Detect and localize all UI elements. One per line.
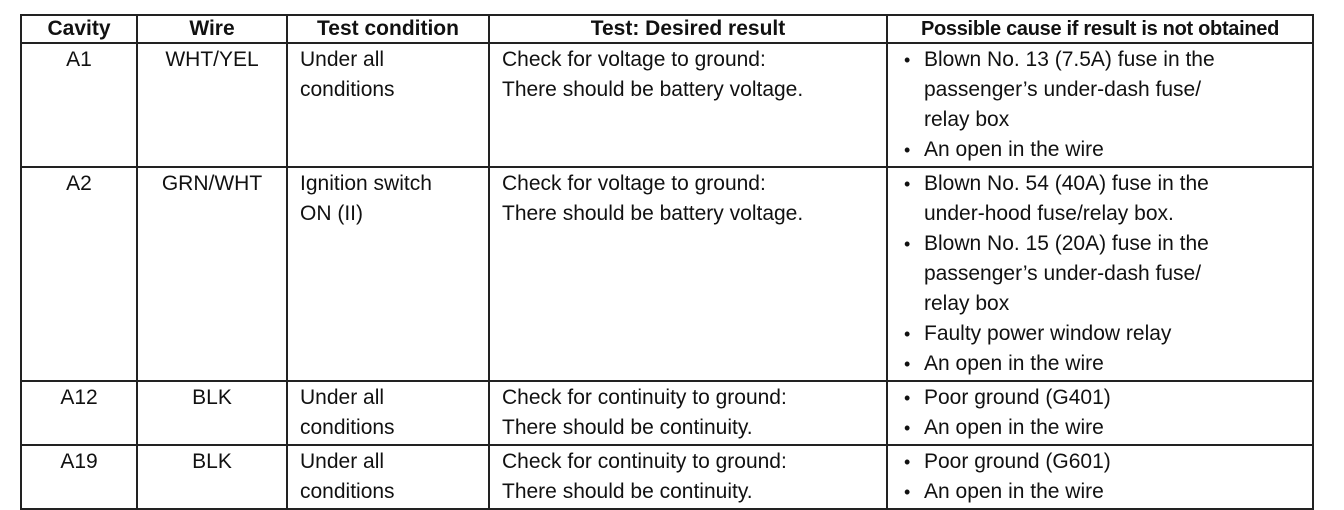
- desired-result-line: There should be continuity.: [502, 480, 753, 503]
- desired-result-line: There should be battery voltage.: [502, 202, 804, 225]
- table-row: [21, 167, 1313, 381]
- cause-line: passenger’s under-dash fuse/: [924, 78, 1202, 101]
- bullet-icon: •: [904, 324, 911, 344]
- cause-line: Blown No. 54 (40A) fuse in the: [924, 172, 1209, 195]
- cause-line: Faulty power window relay: [924, 322, 1172, 345]
- header-desired-result: Test: Desired result: [489, 15, 887, 43]
- bullet-icon: •: [904, 418, 911, 438]
- cause-line: Poor ground (G401): [924, 386, 1111, 409]
- wire-cell: WHT/YEL: [137, 43, 287, 167]
- table-row: [21, 43, 1313, 167]
- cause-line: under-hood fuse/relay box.: [924, 202, 1174, 225]
- header-row: [21, 15, 1313, 43]
- possible-cause-cell: [887, 43, 1313, 167]
- header-cavity: Cavity: [21, 15, 137, 43]
- cause-line: Poor ground (G601): [924, 450, 1111, 473]
- table-body: [21, 43, 1313, 509]
- desired-result-line: There should be continuity.: [502, 416, 753, 439]
- bullet-icon: •: [904, 140, 911, 160]
- desired-result-cell: [489, 445, 887, 509]
- possible-cause-cell: [887, 167, 1313, 381]
- cavity-cell: A1: [21, 43, 137, 167]
- test-condition-line: conditions: [300, 480, 395, 503]
- cause-list: [888, 383, 1312, 443]
- test-condition-line: Under all: [300, 450, 385, 473]
- cause-item: [902, 447, 1312, 477]
- test-condition-cell: [287, 43, 489, 167]
- bullet-icon: •: [904, 50, 911, 70]
- cause-item: [902, 169, 1312, 229]
- test-condition-line: conditions: [300, 416, 395, 439]
- header-test-condition: Test condition: [287, 15, 489, 43]
- desired-result-line: Check for continuity to ground:: [502, 450, 787, 473]
- desired-result-line: Check for voltage to ground:: [502, 172, 766, 195]
- desired-result-line: Check for continuity to ground:: [502, 386, 787, 409]
- wire-cell: BLK: [137, 381, 287, 445]
- cause-item: [902, 319, 1312, 349]
- bullet-icon: •: [904, 234, 911, 254]
- possible-cause-cell: [887, 381, 1313, 445]
- bullet-icon: •: [904, 354, 911, 374]
- cause-item: [902, 477, 1312, 507]
- cause-line: Blown No. 15 (20A) fuse in the: [924, 232, 1209, 255]
- test-condition-line: conditions: [300, 78, 395, 101]
- cause-list: [888, 169, 1312, 379]
- table-row: [21, 381, 1313, 445]
- bullet-icon: •: [904, 388, 911, 408]
- test-condition-cell: [287, 167, 489, 381]
- bullet-icon: •: [904, 452, 911, 472]
- table-row: [21, 445, 1313, 509]
- cause-item: [902, 229, 1312, 319]
- test-condition-line: Ignition switch: [300, 172, 432, 195]
- wire-cell: BLK: [137, 445, 287, 509]
- test-condition-cell: [287, 445, 489, 509]
- test-condition-line: Under all: [300, 48, 385, 71]
- bullet-icon: •: [904, 174, 911, 194]
- desired-result-line: There should be battery voltage.: [502, 78, 804, 101]
- possible-cause-cell: [887, 445, 1313, 509]
- bullet-icon: •: [904, 482, 911, 502]
- cause-line: passenger’s under-dash fuse/: [924, 262, 1202, 285]
- cause-line: An open in the wire: [924, 352, 1104, 375]
- cause-line: Blown No. 13 (7.5A) fuse in the: [924, 48, 1215, 71]
- cause-line: An open in the wire: [924, 416, 1104, 439]
- cavity-cell: A12: [21, 381, 137, 445]
- desired-result-line: Check for voltage to ground:: [502, 48, 766, 71]
- desired-result-cell: [489, 43, 887, 167]
- desired-result-cell: [489, 167, 887, 381]
- cause-item: [902, 349, 1312, 379]
- cause-item: [902, 413, 1312, 443]
- cause-line: relay box: [924, 108, 1010, 131]
- test-condition-line: ON (II): [300, 202, 363, 225]
- wire-cell: GRN/WHT: [137, 167, 287, 381]
- test-condition-cell: [287, 381, 489, 445]
- test-condition-line: Under all: [300, 386, 385, 409]
- cause-list: [888, 447, 1312, 507]
- cause-line: relay box: [924, 292, 1010, 315]
- cause-item: [902, 383, 1312, 413]
- diagnostic-table: [20, 14, 1314, 510]
- cavity-cell: A19: [21, 445, 137, 509]
- header-wire: Wire: [137, 15, 287, 43]
- cause-item: [902, 45, 1312, 135]
- cause-line: An open in the wire: [924, 480, 1104, 503]
- cause-item: [902, 135, 1312, 165]
- cause-line: An open in the wire: [924, 138, 1104, 161]
- cavity-cell: A2: [21, 167, 137, 381]
- cause-list: [888, 45, 1312, 165]
- header-possible-cause: Possible cause if result is not obtained: [887, 15, 1313, 43]
- desired-result-cell: [489, 381, 887, 445]
